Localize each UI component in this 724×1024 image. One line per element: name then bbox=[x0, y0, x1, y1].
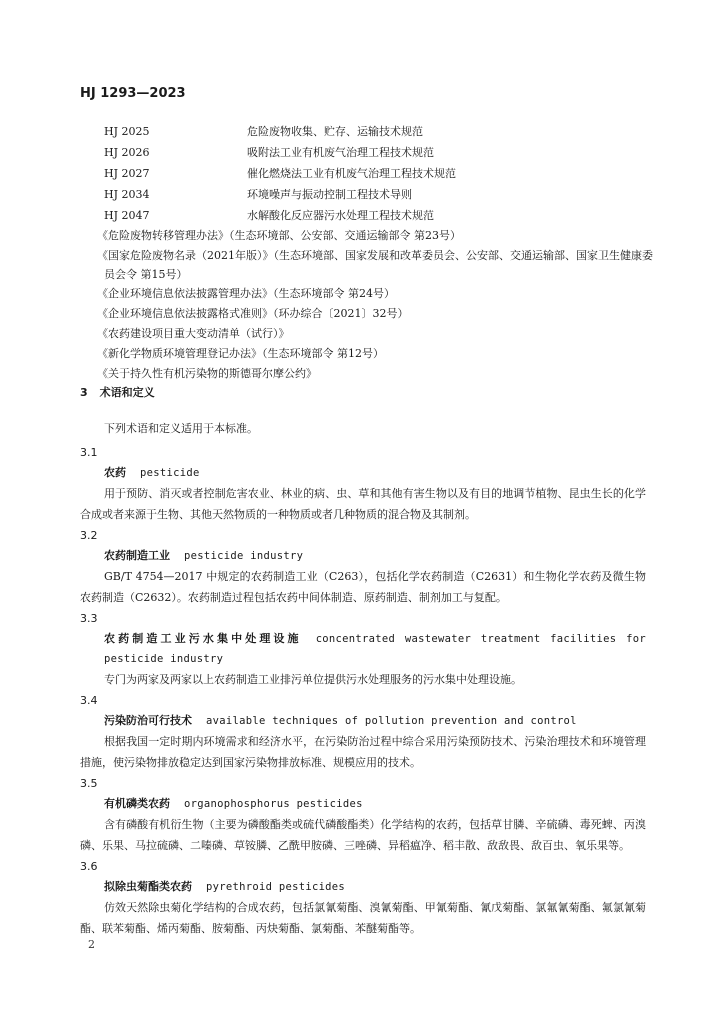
term-chinese: 农药 bbox=[104, 466, 126, 479]
reference-code: HJ 2034 bbox=[104, 188, 150, 201]
regulation-reference: 《新化学物质环境管理登记办法》（生态环境部令 第12号） bbox=[97, 347, 384, 360]
reference-code: HJ 2026 bbox=[104, 146, 150, 159]
section-title: 术语和定义 bbox=[99, 386, 155, 399]
term-number: 3.5 bbox=[80, 777, 98, 790]
term-definition: 专门为两家及两家以上农药制造工业排污单位提供污水处理服务的污水集中处理设施。 bbox=[104, 673, 522, 686]
reference-code: HJ 2047 bbox=[104, 209, 150, 222]
term-definition: 含有磷酸有机衍生物（主要为磷酸酯类或硫代磷酸酯类）化学结构的农药，包括草甘膦、辛硫磷、毒死蜱、丙溴磷、乐果、马拉硫磷、二嗪磷、草铵膦、乙酰甲胺磷、三唑磷、异稻瘟净、稻丰散、敌敌畏、敌百虫、氧乐果等。 bbox=[80, 818, 646, 852]
term-chinese: 污染防治可行技术 bbox=[104, 714, 192, 727]
reference-title: 危险废物收集、贮存、运输技术规范 bbox=[247, 125, 423, 138]
term-definition: 根据我国一定时期内环境需求和经济水平，在污染防治过程中综合采用污染预防技术、污染治理技术和环境管理措施，使污染物排放稳定达到国家污染物排放标准、规模应用的技术。 bbox=[80, 735, 646, 769]
term-definition: GB/T 4754—2017 中规定的农药制造工业（C263），包括化学农药制造（C2631）和生物化学农药及微生物农药制造（C2632）。农药制造过程包括农药中间体制造、原药制造、制剂加工与复配。 bbox=[80, 570, 646, 604]
term-chinese: 有机磷类农药 bbox=[104, 797, 170, 810]
term-heading bbox=[104, 463, 646, 483]
term-english: pesticide industry bbox=[184, 550, 304, 562]
term-chinese: 农药制造工业污水集中处理设施 bbox=[104, 632, 302, 645]
regulation-reference: 《国家危险废物名录（2021年版）》（生态环境部、国家发展和改革委员会、公安部、交通运输部、国家卫生健康委员会令 第15号） bbox=[97, 249, 653, 281]
reference-row bbox=[104, 142, 664, 163]
term-english: pyrethroid pesticides bbox=[206, 881, 346, 893]
term-definition: 仿效天然除虫菊化学结构的合成农药，包括氯氰菊酯、溴氰菊酯、甲氰菊酯、氰戊菊酯、氯氟氰菊酯、氟氯氰菊酯、联苯菊酯、烯丙菊酯、胺菊酯、丙炔菊酯、氯菊酯、苯醚菊酯等。 bbox=[80, 901, 646, 935]
term-chinese: 拟除虫菊酯类农药 bbox=[104, 880, 192, 893]
term-english: organophosphorus pesticides bbox=[184, 798, 363, 810]
reference-row bbox=[104, 184, 664, 205]
reference-code: HJ 2025 bbox=[104, 125, 150, 138]
regulation-reference: 《企业环境信息依法披露管理办法》（生态环境部令 第24号） bbox=[97, 287, 395, 300]
page-number: 2 bbox=[88, 938, 95, 951]
term-heading bbox=[104, 877, 646, 897]
term-chinese: 农药制造工业 bbox=[104, 549, 170, 562]
standard-number-header: HJ 1293—2023 bbox=[80, 86, 186, 101]
term-number: 3.3 bbox=[80, 612, 98, 625]
regulation-reference: 《危险废物转移管理办法》（生态环境部、公安部、交通运输部令 第23号） bbox=[97, 229, 461, 242]
reference-title: 环境噪声与振动控制工程技术导则 bbox=[247, 188, 412, 201]
term-english: available techniques of pollution prevention and control bbox=[206, 715, 577, 727]
section-heading bbox=[80, 384, 155, 400]
regulation-reference: 《关于持久性有机污染物的斯德哥尔摩公约》 bbox=[97, 367, 317, 380]
term-number: 3.4 bbox=[80, 694, 98, 707]
regulation-reference: 《企业环境信息依法披露格式准则》（环办综合〔2021〕32号） bbox=[97, 307, 409, 320]
term-definition: 用于预防、消灭或者控制危害农业、林业的病、虫、草和其他有害生物以及有目的地调节植物、昆虫生长的化学合成或者来源于生物、其他天然物质的一种物质或者几种物质的混合物及其制剂。 bbox=[80, 487, 646, 521]
term-english: concentrated wastewater treatment facilities for pesticide industry bbox=[104, 633, 646, 665]
reference-row bbox=[104, 205, 664, 226]
reference-title: 吸附法工业有机废气治理工程技术规范 bbox=[247, 146, 434, 159]
term-number: 3.1 bbox=[80, 446, 98, 459]
reference-title: 催化燃烧法工业有机废气治理工程技术规范 bbox=[247, 167, 456, 180]
terms-and-definitions bbox=[80, 418, 646, 940]
section-intro: 下列术语和定义适用于本标准。 bbox=[104, 422, 258, 435]
term-heading bbox=[104, 546, 646, 566]
term-english: pesticide bbox=[140, 467, 200, 479]
term-heading bbox=[104, 794, 646, 814]
term-number: 3.2 bbox=[80, 529, 98, 542]
term-heading bbox=[104, 711, 646, 731]
reference-title: 水解酸化反应器污水处理工程技术规范 bbox=[247, 209, 434, 222]
reference-row bbox=[104, 121, 664, 142]
reference-row bbox=[104, 163, 664, 184]
section-number: 3 bbox=[80, 386, 88, 399]
term-heading bbox=[80, 629, 646, 669]
normative-references bbox=[97, 121, 664, 384]
regulation-reference: 《农药建设项目重大变动清单（试行）》 bbox=[97, 327, 290, 340]
reference-code: HJ 2027 bbox=[104, 167, 150, 180]
term-number: 3.6 bbox=[80, 860, 98, 873]
